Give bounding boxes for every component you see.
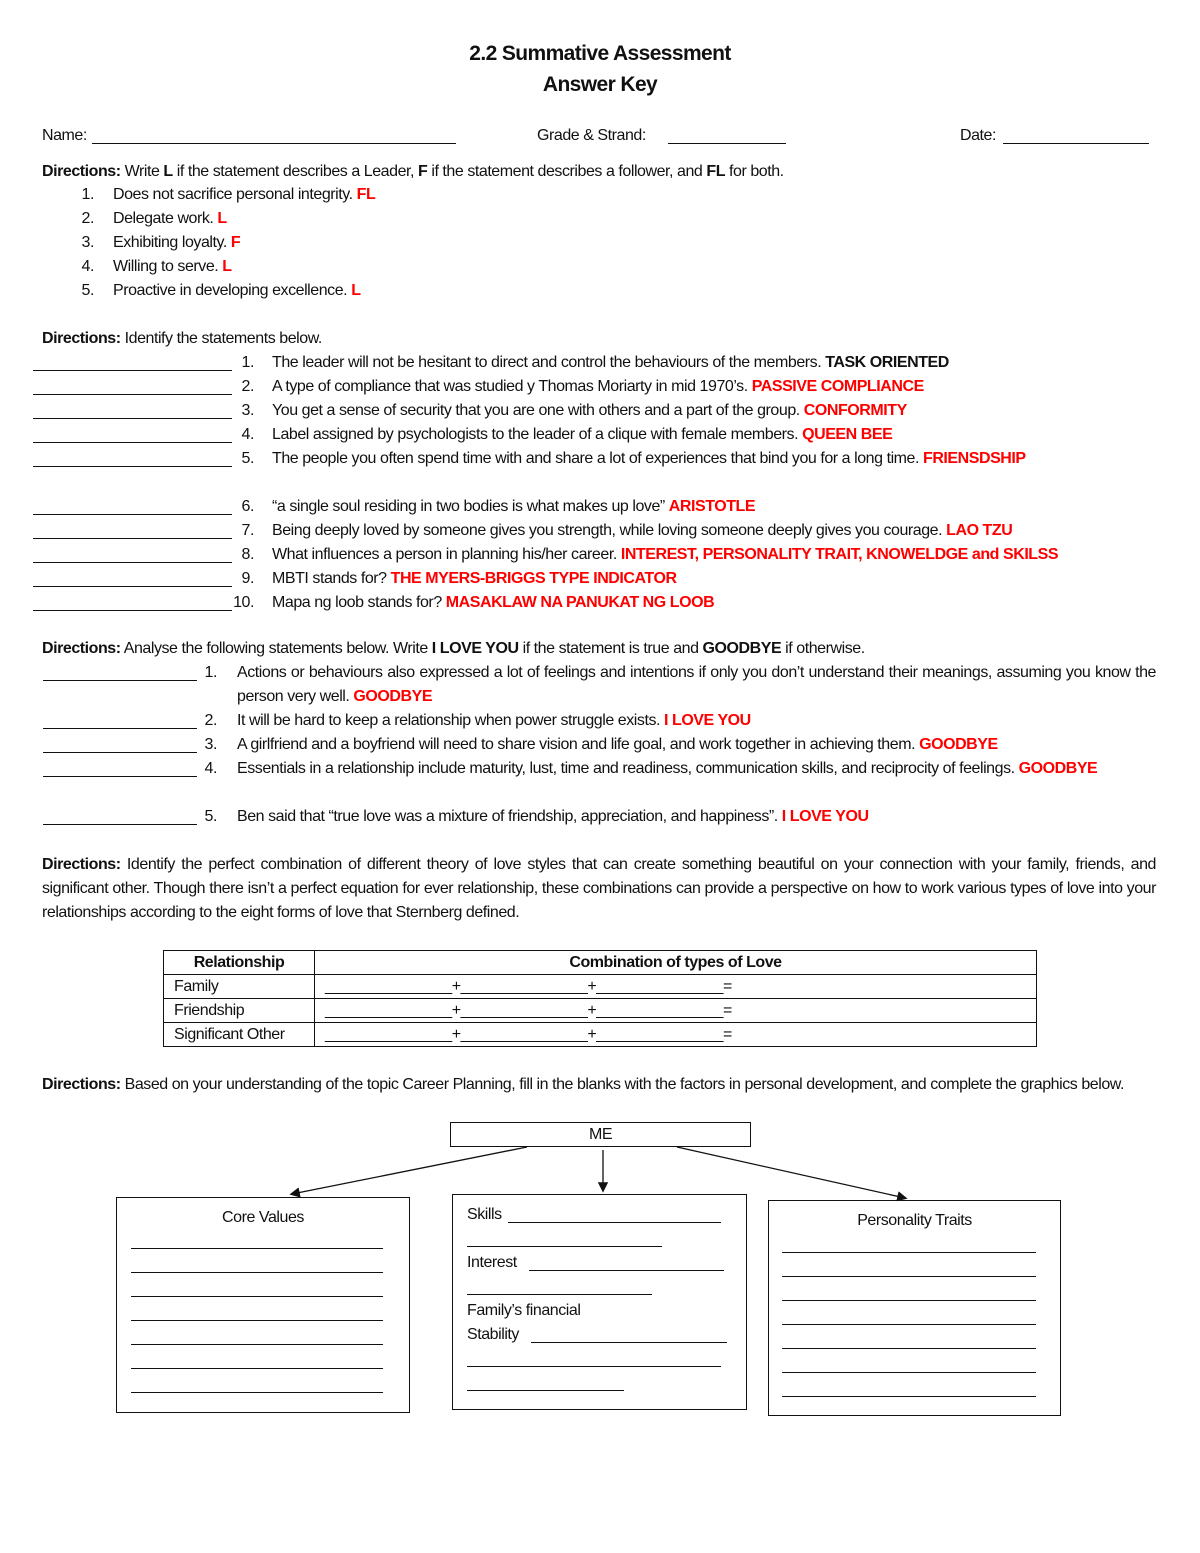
answer: L (222, 258, 232, 275)
part5-directions: Directions: Based on your understanding of the topic Career Planning, fill in the blanks with the factors in personal development, and complete the graphics below. (42, 1076, 1124, 1093)
item-text: Actions or behaviours also expressed a lot of feelings and intentions if only you don’t understand their meanings, assuming you know the person very well. (237, 664, 1156, 705)
answer-blank[interactable] (43, 776, 197, 777)
item-number: 4. (241, 426, 254, 443)
item-number: 1. (81, 186, 94, 203)
list-item (237, 733, 1156, 757)
grade-strand-label: Grade & Strand: (537, 127, 646, 144)
answer: QUEEN BEE (802, 426, 893, 443)
item-number: 5. (241, 450, 254, 467)
item-number: 7. (241, 522, 254, 539)
personality-traits-label: Personality Traits (857, 1212, 972, 1229)
answer: TASK ORIENTED (825, 354, 949, 371)
personality-trait-blank[interactable] (782, 1276, 1036, 1277)
header-combination: Combination of types of Love (315, 951, 1037, 975)
answer-blank[interactable] (43, 680, 197, 681)
item-number: 8. (241, 546, 254, 563)
item-text: The leader will not be hesitant to direct and control the behaviours of the members. (272, 354, 822, 371)
list-item (272, 567, 1156, 591)
item-number: 5. (204, 808, 217, 825)
answer-blank[interactable] (33, 418, 232, 419)
item-text: Being deeply loved by someone gives you strength, while loving someone deeply gives you courage. (272, 522, 943, 539)
item-text: A girlfriend and a boyfriend will need to share vision and life goal, and work together in achieving them. (237, 736, 916, 753)
item-number: 4. (204, 760, 217, 777)
combination-input[interactable]: _______________+_______________+_______________= (315, 975, 1037, 999)
item-text: Does not sacrifice personal integrity. (113, 186, 353, 203)
answer: FL (356, 186, 376, 203)
core-value-blank[interactable] (131, 1248, 383, 1249)
personality-trait-blank[interactable] (782, 1252, 1036, 1253)
answer: THE MYERS-BRIGGS TYPE INDICATOR (390, 570, 677, 587)
list-item (237, 805, 1156, 829)
stability-label: Stability (467, 1326, 519, 1343)
answer-blank[interactable] (33, 442, 232, 443)
item-number: 2. (204, 712, 217, 729)
answer-blank[interactable] (43, 824, 197, 825)
answer: PASSIVE COMPLIANCE (751, 378, 924, 395)
answer: GOODBYE (1018, 760, 1098, 777)
answer-blank[interactable] (33, 466, 232, 467)
item-text: A type of compliance that was studied y Thomas Moriarty in mid 1970’s. (272, 378, 748, 395)
list-item (272, 495, 1156, 519)
core-values-box (116, 1197, 410, 1413)
arrow-left (292, 1147, 527, 1194)
part2-directions: Directions: Identify the statements below. (42, 330, 322, 347)
answer: INTEREST, PERSONALITY TRAIT, KNOWELDGE and SKILSS (620, 546, 1059, 563)
answer-blank[interactable] (43, 752, 197, 753)
row-significant-other: Significant Other (164, 1023, 315, 1047)
item-text: Mapa ng loob stands for? (272, 594, 442, 611)
factor-blank[interactable] (529, 1270, 724, 1271)
part1-directions: Directions: Write L if the statement describes a Leader, F if the statement describes a follower, and FL for both. (42, 163, 784, 180)
core-value-blank[interactable] (131, 1272, 383, 1273)
list-item (113, 209, 227, 229)
personality-trait-blank[interactable] (782, 1372, 1036, 1373)
core-value-blank[interactable] (131, 1320, 383, 1321)
date-label: Date: (960, 127, 996, 144)
item-number: 6. (241, 498, 254, 515)
family-financial-label: Family’s financial (467, 1302, 581, 1319)
row-family: Family (164, 975, 315, 999)
list-item (113, 257, 232, 277)
factor-blank[interactable] (467, 1246, 662, 1247)
item-text: Proactive in developing excellence. (113, 282, 348, 299)
core-value-blank[interactable] (131, 1344, 383, 1345)
answer: ARISTOTLE (668, 498, 756, 515)
item-text: Exhibiting loyalty. (113, 234, 227, 251)
answer: GOODBYE (353, 688, 433, 705)
answer: I LOVE YOU (664, 712, 751, 729)
item-text: Delegate work. (113, 210, 214, 227)
factor-blank[interactable] (467, 1294, 652, 1295)
core-values-label: Core Values (222, 1209, 304, 1226)
answer-blank[interactable] (33, 394, 232, 395)
core-value-blank[interactable] (131, 1392, 383, 1393)
list-item (113, 233, 240, 253)
answer: GOODBYE (919, 736, 998, 753)
item-text: You get a sense of security that you are one with others and a part of the group. (272, 402, 800, 419)
item-number: 1. (204, 664, 217, 681)
answer-blank[interactable] (33, 610, 232, 611)
factor-blank[interactable] (508, 1222, 721, 1223)
answer-blank[interactable] (33, 562, 232, 563)
name-label: Name: (42, 127, 87, 144)
factor-blank[interactable] (531, 1342, 727, 1343)
arrow-right (677, 1147, 905, 1198)
item-number: 2. (81, 210, 94, 227)
answer: I LOVE YOU (781, 808, 869, 825)
item-text: It will be hard to keep a relationship when power struggle exists. (237, 712, 660, 729)
factor-blank[interactable] (467, 1390, 624, 1391)
document-subtitle: Answer Key (542, 73, 658, 96)
personality-trait-blank[interactable] (782, 1396, 1036, 1397)
list-item (237, 661, 1156, 709)
list-item (113, 185, 375, 205)
item-number: 5. (81, 282, 94, 299)
item-text: MBTI stands for? (272, 570, 387, 587)
skills-label: Skills (467, 1206, 502, 1223)
list-item (272, 351, 1156, 375)
item-number: 3. (204, 736, 217, 753)
list-item (272, 447, 1156, 471)
item-text: Label assigned by psychologists to the leader of a clique with female members. (272, 426, 799, 443)
list-item (272, 519, 1156, 543)
list-item (272, 423, 1156, 447)
answer: MASAKLAW NA PANUKAT NG LOOB (445, 594, 715, 611)
answer: LAO TZU (946, 522, 1013, 539)
list-item (272, 375, 1156, 399)
answer: F (230, 234, 241, 251)
list-item (237, 709, 1156, 733)
list-item (237, 757, 1156, 781)
answer: L (217, 210, 227, 227)
row-friendship: Friendship (164, 999, 315, 1023)
answer: CONFORMITY (803, 402, 907, 419)
interest-label: Interest (467, 1254, 517, 1271)
item-number: 2. (241, 378, 254, 395)
item-text: Ben said that “true love was a mixture of friendship, appreciation, and happiness”. (237, 808, 778, 825)
list-item (113, 281, 361, 301)
combination-input[interactable]: _______________+_______________+_______________= (315, 999, 1037, 1023)
combination-input[interactable]: _______________+_______________+_______________= (315, 1023, 1037, 1047)
item-number: 4. (81, 258, 94, 275)
personality-trait-blank[interactable] (782, 1300, 1036, 1301)
item-text: What influences a person in planning his/her career. (272, 546, 617, 563)
list-item (272, 543, 1156, 567)
me-box: ME (450, 1122, 751, 1147)
personality-trait-blank[interactable] (782, 1348, 1036, 1349)
answer-blank[interactable] (33, 586, 232, 587)
item-number: 10. (233, 594, 254, 611)
item-text: “a single soul residing in two bodies is what makes up love” (272, 498, 665, 515)
header-relationship: Relationship (164, 951, 315, 975)
answer: FRIENSDSHIP (923, 450, 1026, 467)
document-title: 2.2 Summative Assessment (469, 42, 731, 65)
core-value-blank[interactable] (131, 1368, 383, 1369)
part4-directions: Directions: Identify the perfect combination of different theory of love styles that can create something beautiful on your connection with your family, friends, and significant other. Though there isn’t a perfect equation for ever relationship, these combinations can provide a perspective on how to work various types of love into your relationships according to the eight forms of love that Sternberg defined. (42, 856, 1156, 921)
item-text: Essentials in a relationship include maturity, lust, time and readiness, communication skills, and reciprocity of feelings. (237, 760, 1015, 777)
item-number: 9. (241, 570, 254, 587)
answer: L (351, 282, 361, 299)
item-number: 3. (241, 402, 254, 419)
personality-traits-box (768, 1200, 1061, 1416)
item-number: 1. (241, 354, 254, 371)
answer-blank[interactable] (33, 538, 232, 539)
item-text: Willing to serve. (113, 258, 219, 275)
part3-directions: Directions: Analyse the following statements below. Write I LOVE YOU if the statement is true and GOODBYE if otherwise. (42, 640, 865, 657)
item-number: 3. (81, 234, 94, 251)
core-value-blank[interactable] (131, 1296, 383, 1297)
answer-blank[interactable] (33, 514, 232, 515)
answer-blank[interactable] (33, 370, 232, 371)
personality-trait-blank[interactable] (782, 1324, 1036, 1325)
factor-blank[interactable] (467, 1366, 721, 1367)
answer-blank[interactable] (43, 728, 197, 729)
list-item (272, 591, 1156, 615)
item-text: The people you often spend time with and share a lot of experiences that bind you for a long time. (272, 450, 919, 467)
list-item (272, 399, 1156, 423)
